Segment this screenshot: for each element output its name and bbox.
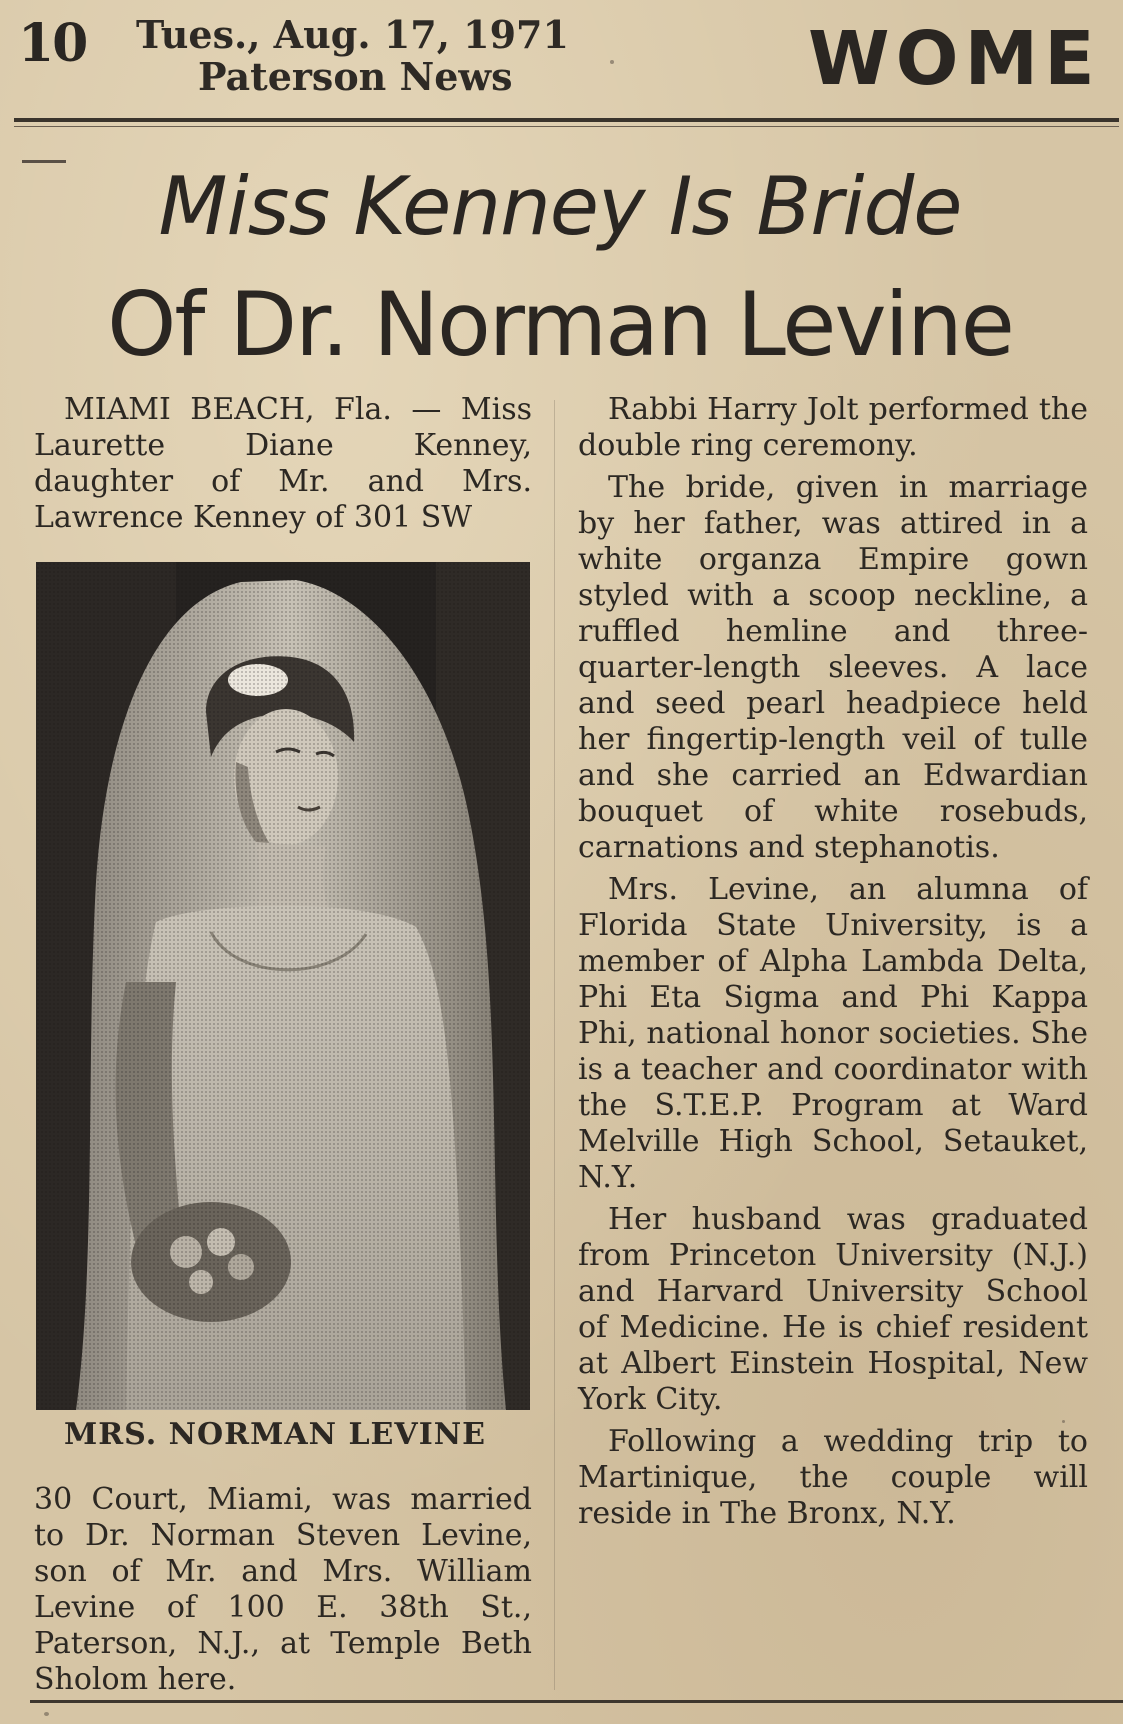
article-paragraph: Rabbi Harry Jolt performed the double ring ceremony. (578, 392, 1088, 463)
headline (60, 148, 1060, 384)
column-divider (554, 400, 555, 1690)
page-number: 10 (18, 13, 87, 74)
article-right-column (578, 392, 1088, 1538)
article-paragraph: Following a wedding trip to Martinique, the couple will reside in The Bronx, N.Y. (578, 1424, 1088, 1531)
headline-line-1: Miss Kenney Is Bride (158, 160, 962, 253)
lead-paragraph: MIAMI BEACH, Fla. — Miss Laurette Diane Kenney, daughter of Mr. and Mrs. Lawrence Kenney of 301 SW (34, 392, 532, 535)
paper-speck (1062, 1420, 1065, 1423)
issue-date: Tues., Aug. 17, 1971 (136, 12, 569, 57)
continuation-paragraph: 30 Court, Miami, was married to Dr. Norman Steven Levine, son of Mr. and Mrs. William Levine of 100 E. 38th St., Paterson, N.J., at Temple Beth Sholom here. (34, 1482, 532, 1697)
article-paragraph: Her husband was graduated from Princeton University (N.J.) and Harvard University School of Medicine. He is chief resident at Albert Einstein Hospital, New York City. (578, 1202, 1088, 1417)
section-title: WOME (808, 22, 1101, 96)
header-rule (14, 118, 1119, 122)
article-paragraph: The bride, given in marriage by her father, was attired in a white organza Empire gown styled with a scoop neckline, a ruffled hemline and three-quarter-length sleeves. A lace and seed pearl headpiece held her fingertip-length veil of tulle and she carried an Edwardian bouquet of white rosebuds, carnations and stephanotis. (578, 470, 1088, 865)
headline-line-2: Of Dr. Norman Levine (107, 273, 1013, 376)
article-paragraph: Mrs. Levine, an alumna of Florida State University, is a member of Alpha Lambda Delta, Phi Eta Sigma and Phi Kappa Phi, national honor societies. She is a teacher and coordinator with the S.T.E.P. Program at Ward Melville High School, Setauket, N.Y. (578, 872, 1088, 1195)
photo-caption: MRS. NORMAN LEVINE (64, 1417, 487, 1452)
paper-speck (610, 60, 614, 64)
dateline (136, 14, 569, 98)
article-left-column-bottom (34, 1482, 532, 1704)
bride-photo (36, 562, 530, 1410)
footer-rule (30, 1700, 1123, 1703)
paper-speck (44, 1712, 49, 1716)
article-left-column-top (34, 392, 532, 542)
header-rule-thin (14, 126, 1119, 127)
newspaper-name: Paterson News (198, 54, 513, 99)
